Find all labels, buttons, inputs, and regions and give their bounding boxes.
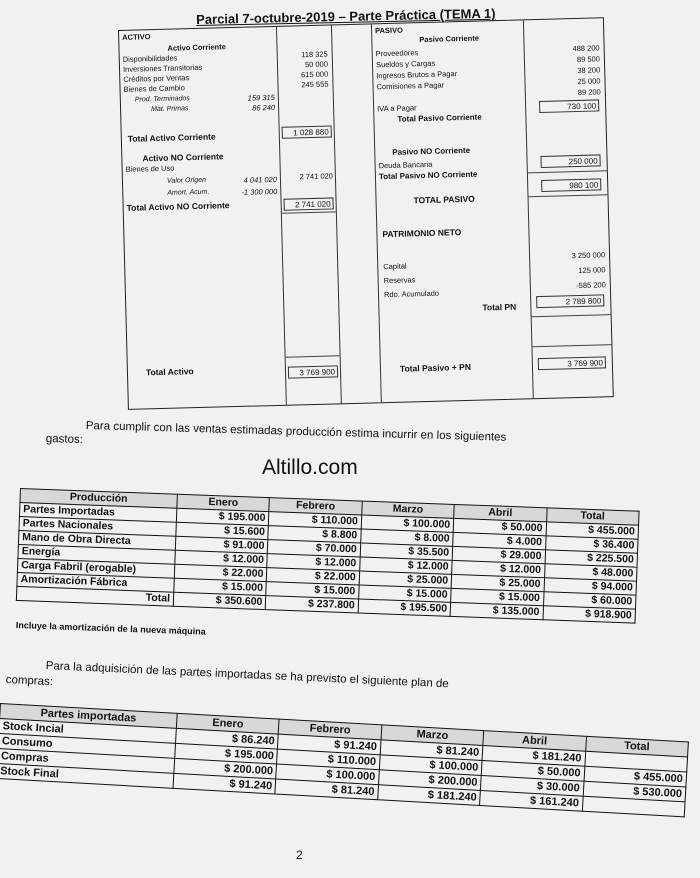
- pn-item-value: 125 000: [578, 265, 606, 276]
- table-cell: $ 455.000: [546, 522, 639, 539]
- table-cell: $ 200.000: [378, 770, 481, 791]
- row-label: Mano de Obra Directa: [18, 530, 175, 550]
- activo-item-label: Créditos por Ventas: [123, 73, 190, 84]
- pasivo-item-value: 488 200: [572, 43, 600, 54]
- table-cell: $ 50.000: [481, 761, 584, 782]
- total-label: Total: [16, 586, 173, 606]
- table-cell: $ 15.000: [451, 588, 544, 605]
- total-cell: $ 350.600: [173, 592, 266, 609]
- table-cell: $ 81.240: [380, 740, 483, 761]
- table-cell: $ 86.240: [176, 728, 279, 749]
- activo-item-label: Inversiones Transitorias: [122, 62, 203, 74]
- table-cell: $ 15.000: [266, 582, 359, 599]
- table-cell: $ 12.000: [175, 550, 268, 567]
- pasivo-item-label: Comisiones a Pagar: [376, 80, 445, 92]
- watermark: Altillo.com: [262, 456, 358, 479]
- sub-item-label: Mat. Primas: [151, 105, 189, 114]
- table-cell: $ 60.000: [543, 592, 636, 609]
- amort-label: Amort. Acum.: [167, 188, 210, 197]
- pasivo-item-value: 25 000: [577, 76, 601, 86]
- row-label: Amortización Fábrica: [17, 572, 174, 592]
- divider: [528, 170, 608, 173]
- table-cell: $ 94.000: [544, 578, 637, 595]
- pasivo-corriente-title: Pasivo Corriente: [419, 33, 480, 45]
- table-cell: $ 22.000: [267, 568, 360, 585]
- pasivo-item-label: IVA a Pagar: [377, 103, 417, 114]
- total-cell: $ 918.900: [543, 606, 636, 623]
- total-pasivo-corriente-value: 730 100: [539, 99, 599, 113]
- table-cell: $ 15.000: [174, 578, 267, 595]
- table-cell: $ 15.000: [358, 585, 451, 602]
- table-cell: $ 12.000: [359, 557, 452, 574]
- table-cell: $ 48.000: [544, 564, 637, 581]
- valor-origen-value: 4 041 020: [243, 174, 278, 185]
- divider: [528, 194, 608, 197]
- activo-corriente-title: Activo Corriente: [167, 42, 226, 53]
- total-pasivo-no-corriente-value: 250 000: [540, 154, 600, 168]
- column-header: Marzo: [381, 725, 484, 746]
- row-label: Stock Incial: [0, 719, 176, 744]
- activo-no-corriente-title: Activo NO Corriente: [142, 151, 224, 164]
- total-pasivo-label: TOTAL PASIVO: [413, 193, 475, 206]
- table-cell: $ 181.240: [482, 746, 585, 767]
- table-cell: $ 8.800: [268, 526, 361, 543]
- table-cell: $ 29.000: [452, 546, 545, 563]
- pasivo-no-corriente-value: [530, 144, 602, 146]
- table-cell: $ 200.000: [174, 758, 277, 779]
- pasivo-no-corriente-title: Pasivo NO Corriente: [392, 145, 471, 157]
- activo-item-value: 50 000: [304, 59, 329, 70]
- total-activo-corriente-label: Total Activo Corriente: [127, 131, 216, 144]
- paragraph-line: Para cumplir con las ventas estimadas producción estima incurrir en los siguientes: [85, 420, 507, 444]
- table-cell: $ 30.000: [481, 775, 584, 796]
- divider: [286, 355, 340, 357]
- activo-item-value: 118 325: [301, 49, 328, 60]
- column-header: Marzo: [362, 501, 455, 518]
- table-cell: $ 91.000: [175, 536, 268, 553]
- table-cell: $ 8.000: [360, 529, 453, 546]
- table-cell: $ 12.000: [267, 554, 360, 571]
- divider: [532, 314, 612, 317]
- column-header: Total: [546, 508, 639, 525]
- table-cell: $ 35.500: [360, 543, 453, 560]
- total-activo-corriente-value: 1 028 880: [282, 125, 332, 138]
- table-cell: $ 36.400: [545, 536, 638, 553]
- column-divider: [331, 25, 342, 403]
- table-cell: $ 530.000: [583, 781, 686, 802]
- purchases-table: [0, 703, 689, 817]
- pn-item-label: Rdo. Acumulado: [383, 288, 440, 300]
- pasivo-item-value: 38 200: [577, 65, 601, 75]
- total-pasivo-no-corriente-label: Total Pasivo NO Corriente: [378, 169, 478, 182]
- total-activo-value: 3 769 900: [288, 365, 338, 378]
- total-cell: $ 237.800: [266, 596, 359, 613]
- table-cell: $ 110.000: [277, 749, 380, 770]
- sub-item-label: Prod. Terminados: [134, 95, 190, 104]
- total-activo-no-corriente-value: 2 741 020: [283, 197, 333, 210]
- row-label: Energía: [18, 544, 175, 564]
- total-activo-no-corriente-label: Total Activo NO Corriente: [126, 200, 230, 213]
- page-number: 2: [296, 848, 303, 862]
- balance-sheet: [118, 17, 614, 410]
- total-pn-value: 2 789 800: [536, 294, 604, 308]
- table-cell: $ 15.600: [176, 522, 269, 539]
- pasivo-item-label: Proveedores: [375, 48, 419, 59]
- deuda-label: Deuda Bancaria: [378, 159, 433, 171]
- bienes-uso-label: Bienes de Uso: [125, 163, 175, 174]
- table-cell: $ 22.000: [174, 564, 267, 581]
- table-cell: $ 91.240: [278, 734, 381, 755]
- row-label: Stock Final: [0, 763, 174, 788]
- table-note: Incluye la amortización de la nueva máquina: [15, 620, 206, 637]
- column-header: Total: [585, 736, 688, 757]
- pasivo-header: PASIVO: [374, 25, 404, 36]
- divider: [532, 344, 612, 347]
- table-cell: $ 100.000: [276, 764, 379, 785]
- table-cell: $ 4.000: [453, 532, 546, 549]
- table-cell: $ 81.240: [275, 779, 378, 800]
- amort-value: -1 300 000: [241, 186, 278, 197]
- row-label: Carga Fabril (erogable): [17, 558, 174, 578]
- pasivo-item-label: Ingresos Brutos a Pagar: [376, 69, 458, 81]
- activo-item-label: Disponibilidades: [122, 53, 178, 64]
- row-label: Partes Nacionales: [19, 516, 176, 536]
- activo-item-label: Bienes de Cambio: [123, 83, 185, 94]
- total-pn-label: Total PN: [482, 301, 517, 313]
- column-divider: [523, 20, 534, 398]
- total-pasivo-corriente-label: Total Pasivo Corriente: [397, 112, 482, 124]
- pn-item-label: Capital: [383, 261, 407, 272]
- paragraph-line: compras:: [5, 674, 54, 689]
- table-cell: $ 195.000: [175, 743, 278, 764]
- total-pasivo-value: 980 100: [541, 178, 601, 192]
- column-divider: [371, 24, 382, 402]
- pn-item-value: 3 250 000: [571, 250, 606, 261]
- activo-item-value: 615 000: [300, 69, 329, 80]
- table-cell: $ 161.240: [480, 790, 583, 811]
- column-header: Enero: [177, 494, 270, 511]
- column-header: Abril: [454, 504, 547, 521]
- column-header: Enero: [176, 713, 279, 734]
- sub-item-value: 159 315: [247, 92, 275, 103]
- table-cell: $ 225.500: [545, 550, 638, 567]
- column-header: Partes importadas: [0, 704, 177, 729]
- activo-header: ACTIVO: [122, 32, 151, 42]
- total-cell: $ 135.000: [450, 602, 543, 619]
- column-header: Producción: [20, 489, 177, 509]
- table-cell: $ 70.000: [268, 540, 361, 557]
- table-cell: $ 91.240: [173, 773, 276, 794]
- table-cell: $ 110.000: [269, 512, 362, 529]
- paragraph-line: gastos:: [45, 433, 84, 447]
- column-header: Febrero: [279, 719, 382, 740]
- divider: [282, 211, 336, 213]
- pasivo-item-value: 89 200: [577, 87, 601, 97]
- total-cell: $ 195.500: [358, 599, 451, 616]
- pn-title: PATRIMONIO NETO: [382, 227, 462, 240]
- table-cell: $ 195.000: [176, 508, 269, 525]
- table-cell: $ 181.240: [377, 785, 480, 806]
- row-label: Partes Importadas: [19, 503, 176, 523]
- pasivo-item-label: Sueldos y Cargas: [375, 58, 436, 70]
- pasivo-item-value: 89 500: [576, 54, 601, 64]
- table-cell: $ 12.000: [452, 560, 545, 577]
- column-header: Abril: [483, 731, 586, 752]
- table-cell: $ 50.000: [453, 518, 546, 535]
- table-cell: $ 455.000: [584, 766, 687, 787]
- table-cell: $ 25.000: [451, 574, 544, 591]
- table-cell: $ 25.000: [359, 571, 452, 588]
- valor-origen-label: Valor Origen: [166, 176, 207, 185]
- table-cell: $ 100.000: [379, 755, 482, 776]
- bienes-uso-value: 2 741 020: [299, 171, 334, 182]
- activo-item-value: 245 555: [301, 79, 329, 90]
- total-pasivo-pn-label: Total Pasivo + PN: [399, 361, 472, 374]
- production-table: [16, 488, 640, 624]
- row-label: Compras: [0, 748, 175, 773]
- column-header: Febrero: [269, 498, 362, 515]
- paragraph-line: Para la adquisición de las partes importadas se ha previsto el siguiente plan de: [45, 660, 449, 691]
- total-activo-label: Total Activo: [145, 366, 194, 378]
- sub-item-value: 86 240: [252, 102, 276, 113]
- pn-item-value: -585 200: [576, 280, 606, 291]
- total-pasivo-pn-value: 3 769 900: [538, 356, 606, 370]
- row-label: Consumo: [0, 733, 176, 758]
- page-title: Parcial 7-octubre-2019 – Parte Práctica (TEMA 1): [196, 5, 496, 27]
- pn-item-label: Reservas: [383, 275, 416, 286]
- table-cell: $ 100.000: [361, 515, 454, 532]
